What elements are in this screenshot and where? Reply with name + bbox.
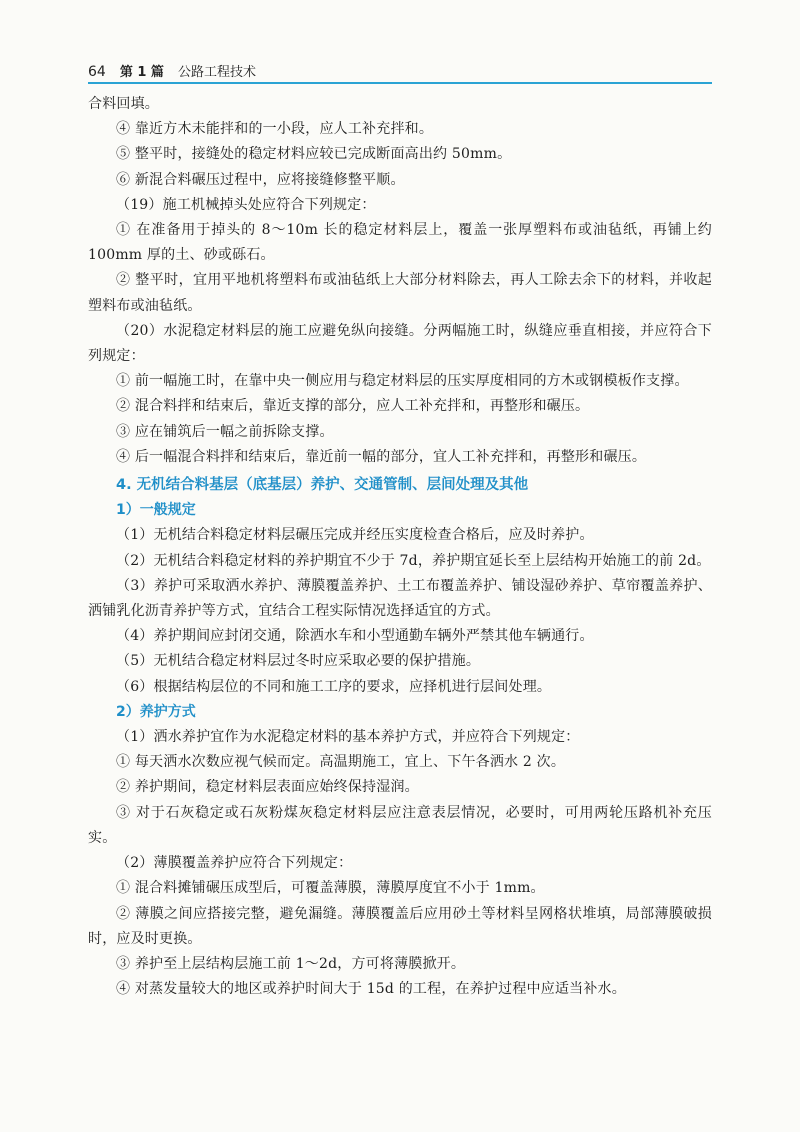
paragraph: ② 养护期间，稳定材料层表面应始终保持湿润。 <box>116 779 419 796</box>
paragraph: ④ 靠近方木未能拌和的一小段，应人工补充拌和。 <box>116 121 434 138</box>
page-header <box>88 54 712 80</box>
page-number: 64 <box>88 64 106 80</box>
part-title: 公路工程技术 <box>177 65 256 80</box>
paragraph: （3）养护可采取洒水养护、薄膜覆盖养护、土工布覆盖养护、铺设湿砂养护、草帘覆盖养护、洒铺乳化沥青养护等方式，宜结合工程实际情况选择适宜的方式。 <box>88 577 712 620</box>
paragraph: ⑥ 新混合料碾压过程中，应将接缝修整平顺。 <box>116 171 405 188</box>
paragraph: ② 整平时，宜用平地机将塑料布或油毡纸上大部分材料除去，再人工除去余下的材料，并收起塑料布或油毡纸。 <box>88 272 712 314</box>
paragraph: ① 每天洒水次数应视气候而定。高温期施工，宜上、下午各洒水 2 次。 <box>116 754 566 771</box>
paragraph: （20）水泥稳定材料层的施工应避免纵向接缝。分两幅施工时，纵缝应垂直相接，并应符合下列规定： <box>88 322 712 365</box>
paragraph: ④ 对蒸发量较大的地区或养护时间大于 15d 的工程，在养护过程中应适当补水。 <box>116 981 626 998</box>
paragraph: （19）施工机械掉头处应符合下列规定： <box>116 196 376 213</box>
paragraph: （2）无机结合料稳定材料的养护期宜不少于 7d，养护期宜延长至上层结构开始施工的前 2d。 <box>116 552 711 569</box>
paragraph: ① 前一幅施工时，在靠中央一侧应用与稳定材料层的压实厚度相同的方木或钢模板作支撑。 <box>116 373 689 390</box>
subsection-heading: 2）养护方式 <box>116 703 196 720</box>
paragraph: （2）薄膜覆盖养护应符合下列规定： <box>116 855 353 872</box>
paragraph: ① 混合料摊铺碾压成型后，可覆盖薄膜，薄膜厚度宜不小于 1mm。 <box>116 880 545 897</box>
paragraph: 合料回填。 <box>88 96 159 112</box>
paragraph: （1）洒水养护宜作为水泥稳定材料的基本养护方式，并应符合下列规定： <box>116 729 580 746</box>
paragraph: （6）根据结构层位的不同和施工工序的要求，应择机进行层间处理。 <box>116 678 552 695</box>
paragraph: ② 薄膜之间应搭接完整，避免漏缝。薄膜覆盖后应用砂土等材料呈网格状堆填，局部薄膜破损时，应及时更换。 <box>88 905 712 947</box>
paragraph: ② 混合料拌和结束后，靠近支撑的部分，应人工补充拌和，再整形和碾压。 <box>116 398 590 415</box>
paragraph: ④ 后一幅混合料拌和结束后，靠近前一幅的部分，宜人工补充拌和，再整形和碾压。 <box>116 448 647 465</box>
paragraph: （4）养护期间应封闭交通，除洒水车和小型通勤车辆外严禁其他车辆通行。 <box>116 628 594 645</box>
paragraph: （5）无机结合稳定材料层过冬时应采取必要的保护措施。 <box>116 653 481 670</box>
paragraph: （1）无机结合料稳定材料层碾压完成并经压实度检查合格后，应及时养护。 <box>116 527 594 544</box>
header-rule <box>88 82 712 84</box>
paragraph: ① 在准备用于掉头的 8～10m 长的稳定材料层上，覆盖一张厚塑料布或油毡纸，再铺上约 100mm 厚的土、砂或砾石。 <box>88 222 712 264</box>
paragraph: ③ 养护至上层结构层施工前 1～2d，方可将薄膜掀开。 <box>116 955 466 972</box>
paragraph: ③ 对于石灰稳定或石灰粉煤灰稳定材料层应注意表层情况，必要时，可用两轮压路机补充压实。 <box>88 804 712 846</box>
section-heading: 4. 无机结合料基层（底基层）养护、交通管制、层间处理及其他 <box>116 477 529 494</box>
page-body <box>88 92 712 1002</box>
paragraph: ③ 应在铺筑后一幅之前拆除支撑。 <box>116 423 334 440</box>
part-label: 第 1 篇 <box>119 65 164 80</box>
subsection-heading: 1）一般规定 <box>116 502 196 519</box>
paragraph: ⑤ 整平时，接缝处的稳定材料应较已完成断面高出约 50mm。 <box>116 146 512 163</box>
